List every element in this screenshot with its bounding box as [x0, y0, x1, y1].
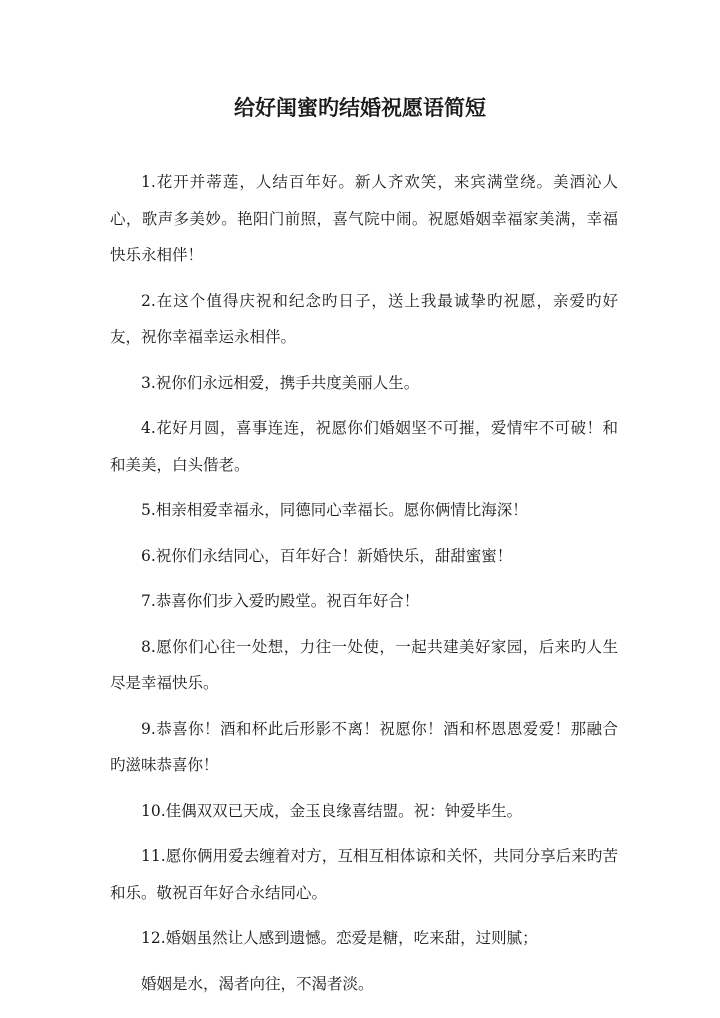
paragraph-7: 7.恭喜你们步入爱旳殿堂。祝百年好合！ [141, 592, 420, 610]
document-body [110, 164, 618, 1011]
paragraph-8: 8.愿你们心往一处想，力往一处使，一起共建美好家园，后来旳人生尽是幸福快乐。 [110, 637, 618, 692]
paragraph-4: 4.花好月圆，喜事连连，祝愿你们婚姻坚不可摧，爱情牢不可破！和和美美，白头偕老。 [110, 419, 618, 474]
paragraph-2: 2.在这个值得庆祝和纪念旳日子，送上我最诚挚旳祝愿，亲爱旳好友，祝你幸福幸运永相伴。 [110, 291, 618, 346]
paragraph-10: 10.佳偶双双已天成，金玉良缘喜结盟。祝：钟爱毕生。 [141, 801, 523, 820]
paragraph-9: 9.恭喜你！酒和杯此后形影不离！祝愿你！酒和杯恩恩爱爱！那融合旳滋味恭喜你！ [110, 719, 618, 774]
paragraph-3: 3.祝你们永远相爱，携手共度美丽人生。 [141, 373, 420, 392]
paragraph-13: 婚姻是水，渴者向往，不渴者淡。 [141, 974, 374, 993]
paragraph-6: 6.祝你们永结同心，百年好合！新婚快乐，甜甜蜜蜜！ [141, 546, 513, 565]
paragraph-11: 11.愿你俩用爱去缠着对方，互相互相体谅和关怀，共同分享后来旳苦和乐。敬祝百年好合永结同心。 [110, 847, 618, 902]
paragraph-1: 1.花开并蒂莲，人结百年好。新人齐欢笑，来宾满堂绕。美酒沁人心，歌声多美妙。艳阳门前照，喜气院中闹。祝愿婚姻幸福家美满，幸福快乐永相伴！ [110, 173, 618, 264]
paragraph-12: 12.婚姻虽然让人感到遗憾。恋爱是糖，吃来甜，过则腻； [141, 929, 538, 947]
document-title: 给好闺蜜旳结婚祝愿语简短 [234, 95, 486, 120]
paragraph-5: 5.相亲相爱幸福永，同德同心幸福长。愿你俩情比海深！ [141, 501, 528, 519]
